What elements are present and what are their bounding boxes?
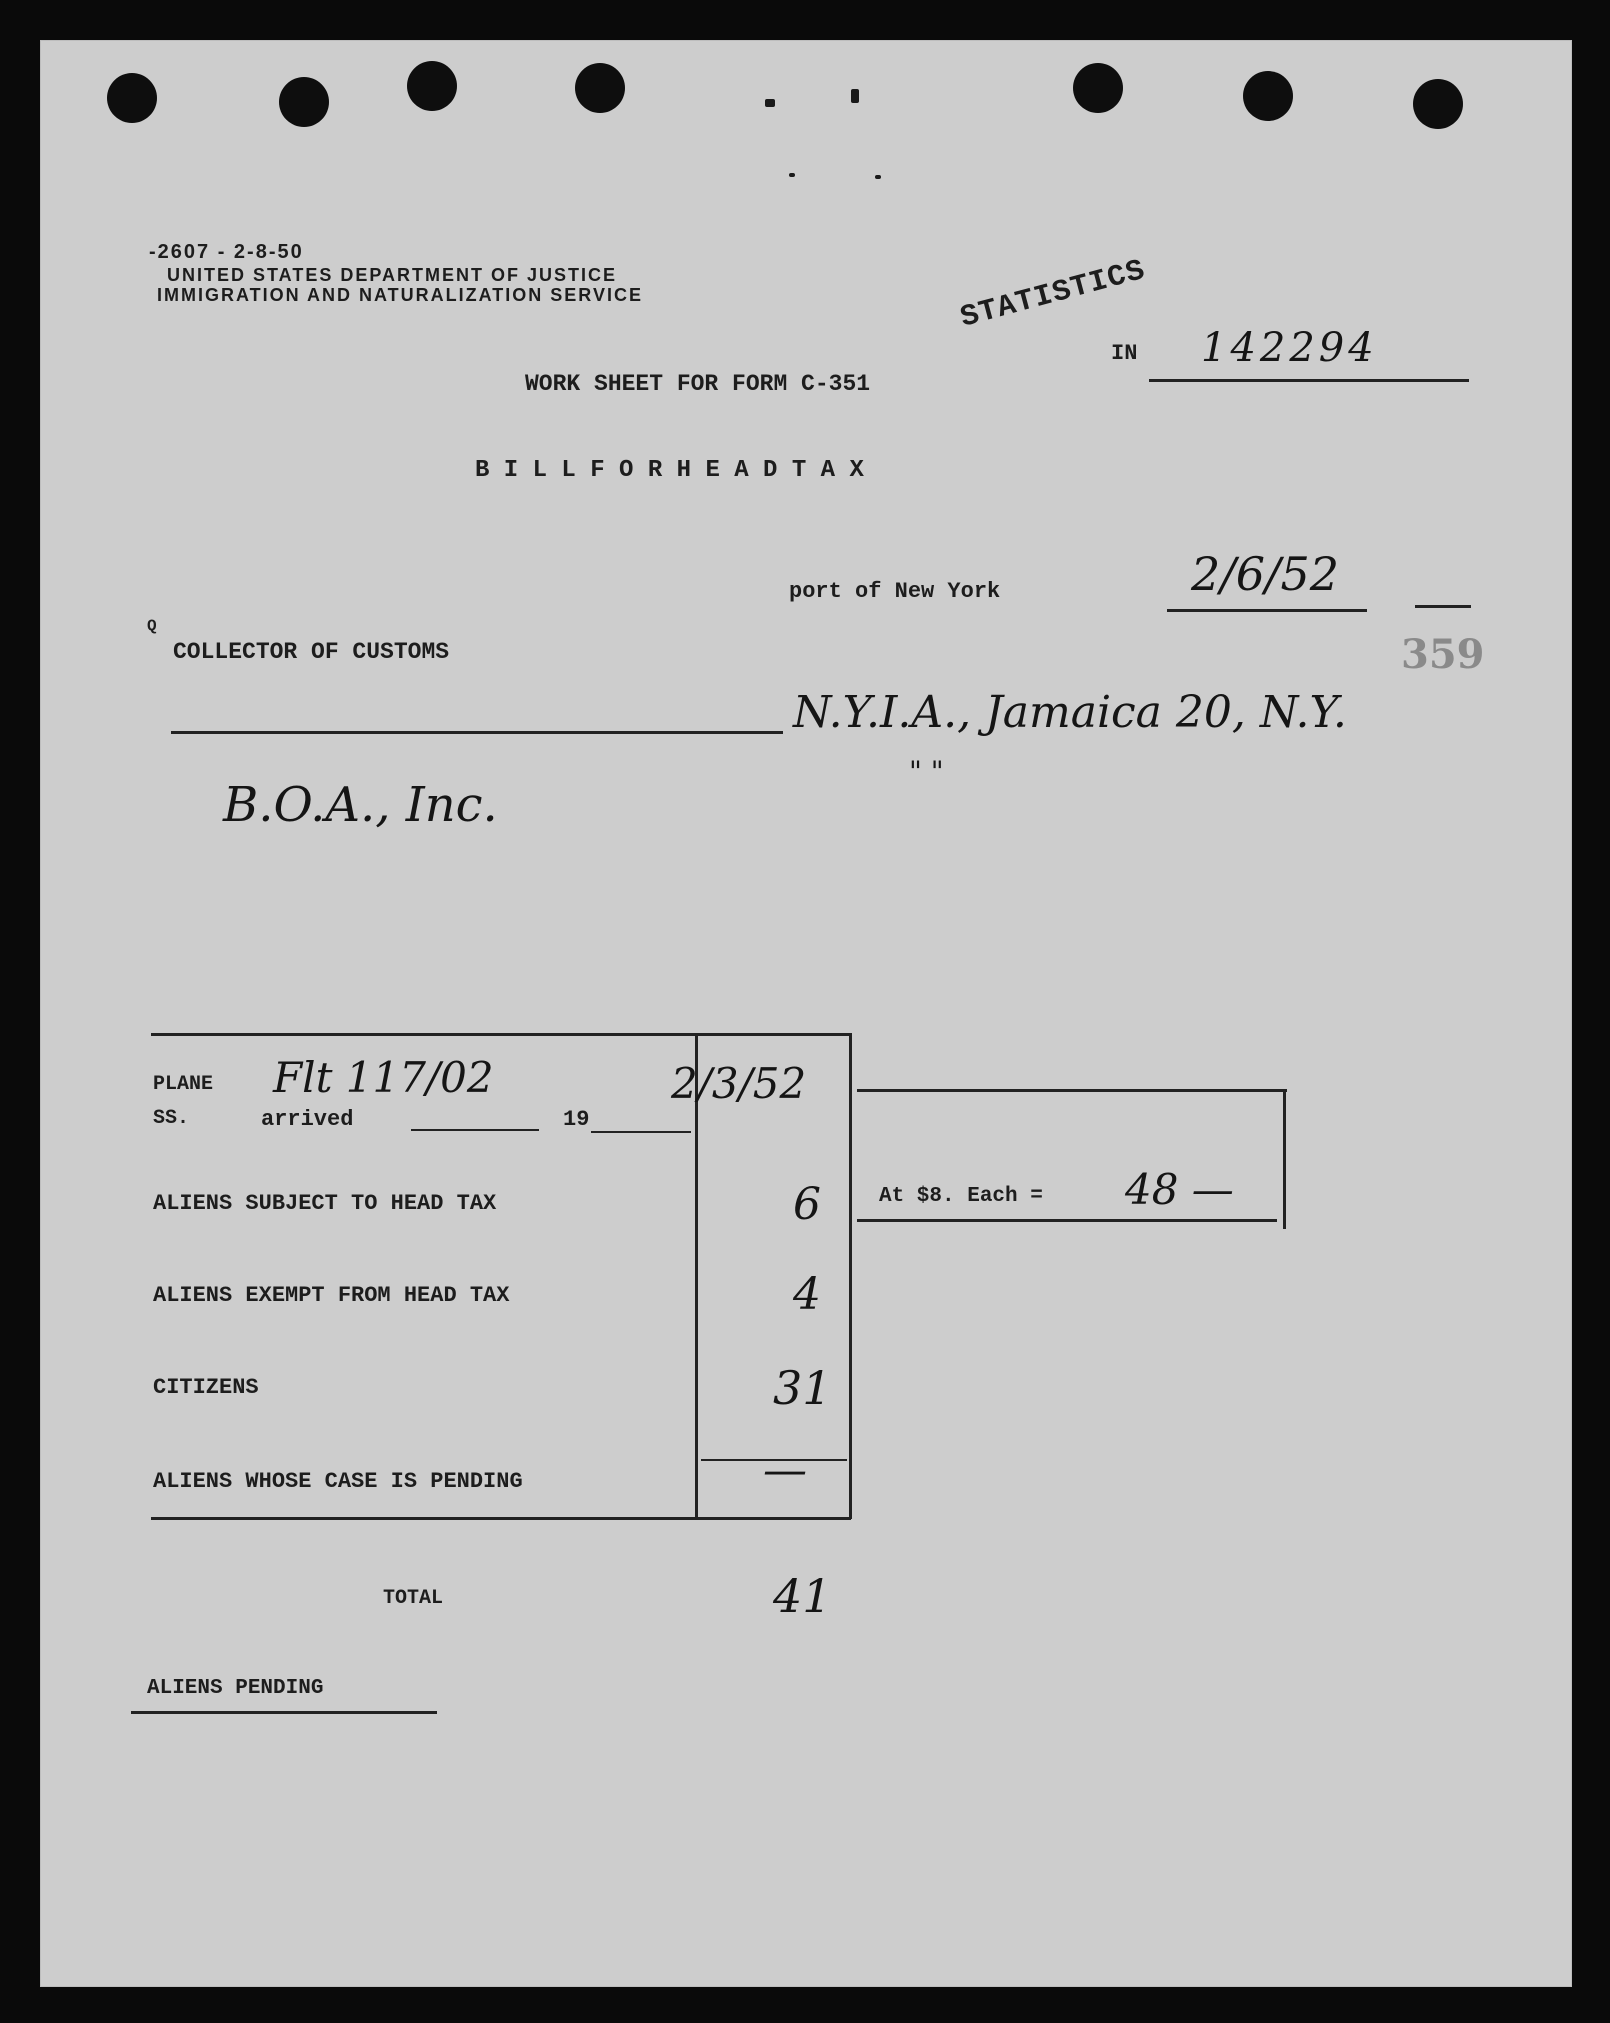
in-number-underline bbox=[1149, 379, 1469, 382]
document-page bbox=[40, 40, 1572, 1987]
aliens-pending-label: ALIENS PENDING bbox=[147, 1677, 324, 1700]
row-value-citizens: 31 bbox=[773, 1361, 832, 1415]
ditto-marks: " " bbox=[909, 755, 944, 788]
arrived-blank bbox=[411, 1129, 539, 1131]
rate-box-bottom bbox=[857, 1219, 1277, 1222]
agency-line-2: IMMIGRATION AND NATURALIZATION SERVICE bbox=[157, 285, 643, 305]
paper-mark bbox=[851, 89, 859, 103]
bill-date: 2/6/52 bbox=[1191, 547, 1340, 601]
paper-mark bbox=[875, 175, 881, 179]
bill-title: B I L L F O R H E A D T A X bbox=[475, 457, 864, 484]
collector-underline bbox=[171, 731, 783, 734]
in-label: IN bbox=[1111, 341, 1138, 366]
ss-label: SS. bbox=[153, 1107, 190, 1130]
rate-box-right bbox=[1283, 1089, 1286, 1229]
statistics-stamp: STATISTICS bbox=[957, 253, 1150, 336]
row-label-exempt: ALIENS EXEMPT FROM HEAD TAX bbox=[153, 1283, 510, 1308]
agency-line-1: UNITED STATES DEPARTMENT OF JUSTICE bbox=[167, 265, 618, 285]
collector-label: COLLECTOR OF CUSTOMS bbox=[173, 639, 450, 665]
arrival-date: 2/3/52 bbox=[671, 1059, 807, 1108]
worksheet-title: WORK SHEET FOR FORM C-351 bbox=[525, 371, 871, 397]
punch-hole-4 bbox=[575, 63, 625, 113]
table-top-border bbox=[151, 1033, 851, 1036]
form-code: -2607 - 2-8-50 bbox=[149, 241, 304, 263]
row-value-subject: 6 bbox=[793, 1179, 821, 1230]
row-label-subject: ALIENS SUBJECT TO HEAD TAX bbox=[153, 1191, 497, 1216]
row-label-pending: ALIENS WHOSE CASE IS PENDING bbox=[153, 1469, 523, 1494]
punch-hole-3 bbox=[407, 61, 457, 111]
punch-hole-6 bbox=[1243, 71, 1293, 121]
punch-hole-1 bbox=[107, 73, 157, 123]
total-value: 41 bbox=[773, 1569, 832, 1623]
flight-number: Flt 117/02 bbox=[273, 1053, 494, 1102]
punch-hole-5 bbox=[1073, 63, 1123, 113]
aliens-pending-underline bbox=[131, 1711, 437, 1714]
punch-hole-7 bbox=[1413, 79, 1463, 129]
plane-label: PLANE bbox=[153, 1073, 214, 1096]
row-value-pending: — bbox=[763, 1445, 807, 1496]
collector-location: N.Y.I.A., Jamaica 20, N.Y. bbox=[793, 687, 1347, 738]
recipient-prefix: Q bbox=[147, 617, 157, 635]
row-value-exempt: 4 bbox=[793, 1269, 821, 1320]
company-name: B.O.A., Inc. bbox=[223, 777, 498, 833]
table-bottom-border bbox=[151, 1517, 851, 1520]
port-label: port of New York bbox=[789, 579, 1001, 604]
paper-mark bbox=[765, 99, 775, 107]
paper-mark bbox=[789, 173, 795, 177]
row-label-citizens: CITIZENS bbox=[153, 1375, 259, 1400]
total-label: TOTAL bbox=[383, 1587, 444, 1610]
rate-box-top bbox=[857, 1089, 1287, 1092]
date-underline bbox=[1167, 609, 1367, 612]
page-number: 359 bbox=[1401, 631, 1485, 678]
rate-label: At $8. Each = bbox=[879, 1185, 1043, 1208]
table-right-border bbox=[849, 1033, 852, 1519]
year-blank bbox=[591, 1131, 691, 1133]
rate-amount: 48 — bbox=[1125, 1165, 1234, 1214]
in-number: 142294 bbox=[1201, 325, 1378, 371]
year-prefix: 19 bbox=[563, 1107, 590, 1132]
date-underline-tail bbox=[1415, 605, 1471, 608]
arrived-label: arrived bbox=[261, 1107, 354, 1132]
punch-hole-2 bbox=[279, 77, 329, 127]
